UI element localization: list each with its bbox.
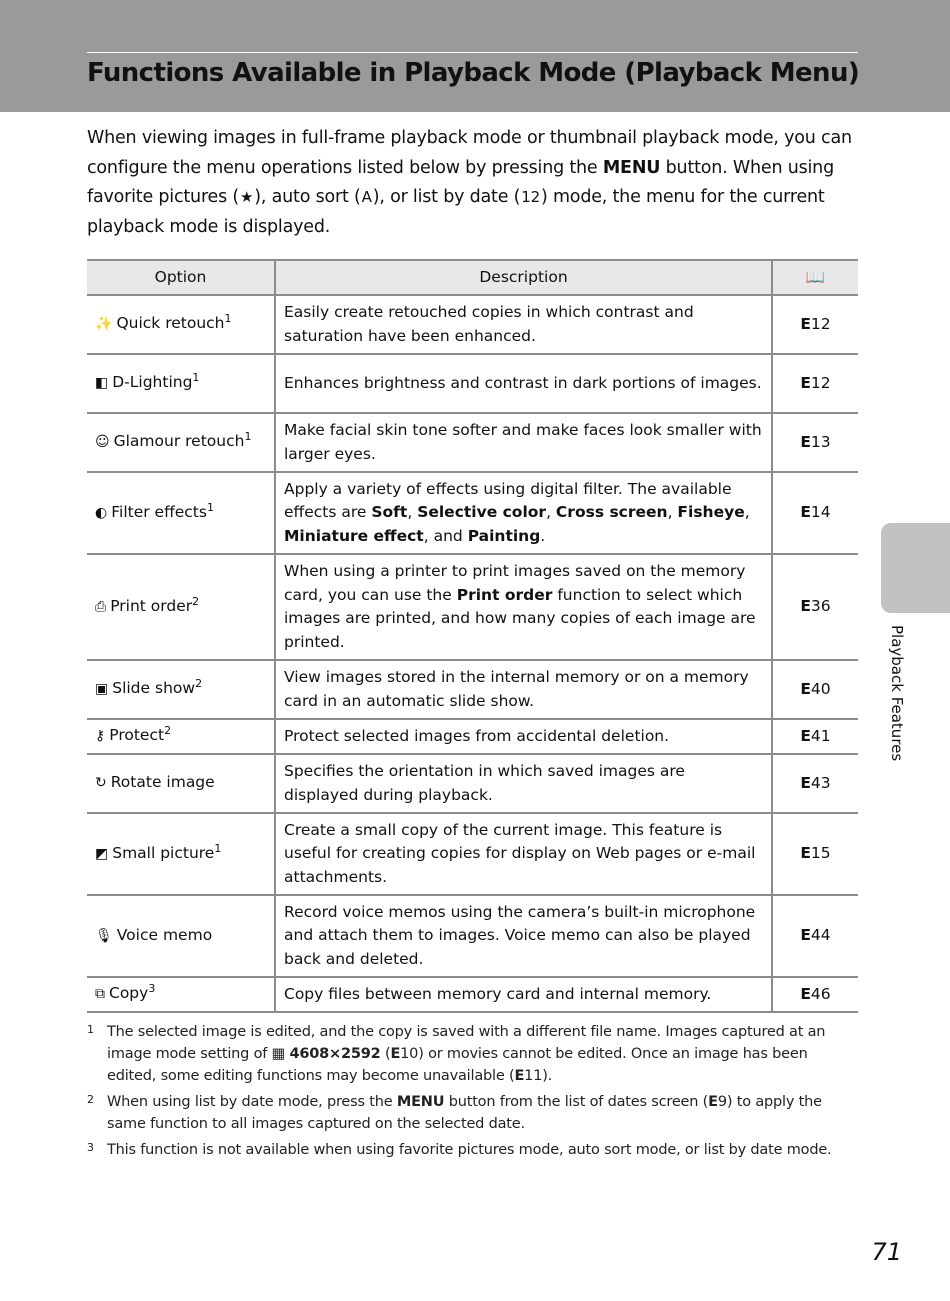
- description-text: Copy files between memory card and internal memory.: [284, 984, 712, 1003]
- page-reference-cell: [772, 295, 858, 354]
- description-cell: [275, 354, 772, 413]
- reference-section-icon: E: [800, 314, 811, 333]
- description-text: Protect selected images from accidental deletion.: [284, 726, 670, 745]
- table-row: [87, 413, 858, 472]
- footnote-text: 11).: [524, 1068, 553, 1084]
- description-cell: [275, 295, 772, 354]
- table-row: [87, 719, 858, 754]
- description-text: Apply a variety of effects using digital filter. The available effects are: [284, 479, 732, 522]
- book-reference-icon: 📖: [772, 260, 858, 295]
- description-text: function to select which images are printed, and how many copies of each image are printed.: [284, 585, 756, 651]
- print-order-icon: ⎙: [95, 598, 107, 615]
- option-cell: [87, 895, 275, 977]
- page-reference-cell: [772, 719, 858, 754]
- emphasis-term: Painting: [467, 526, 541, 545]
- option-cell: [87, 754, 275, 813]
- description-cell: [275, 413, 772, 472]
- table-row: [87, 813, 858, 895]
- emphasis-term: Print order: [456, 585, 553, 604]
- reference-page: 12: [810, 314, 831, 333]
- reference-section-icon: E: [800, 503, 811, 522]
- option-cell: [87, 472, 275, 554]
- footnote-ref: 1: [244, 430, 252, 444]
- d-lighting-icon: ◧: [95, 375, 109, 392]
- footnote-text: This function is not available when using favorite pictures mode, auto sort mode, or list by date mode.: [107, 1142, 832, 1158]
- description-text: ,: [744, 503, 750, 522]
- description-cell: [275, 895, 772, 977]
- footnote-text: MENU: [396, 1094, 445, 1110]
- glamour-retouch-icon: ☺: [95, 434, 110, 451]
- table-row: [87, 554, 858, 660]
- footnote-mark: 3: [87, 1141, 94, 1154]
- page-reference-cell: [772, 895, 858, 977]
- emphasis-term: Cross screen: [555, 503, 668, 522]
- description-text: Create a small copy of the current image. This feature is useful for creating copies for display on Web pages or e-mail attachments.: [284, 820, 756, 886]
- footnote-text: 10) or movies cannot be edited. Once an image has been edited, some editing functions may become unavailable (: [107, 1046, 808, 1084]
- reference-page: 46: [810, 984, 831, 1003]
- reference-page: 44: [810, 926, 831, 945]
- footnote-ref: 1: [214, 841, 222, 855]
- footnote-mark: 2: [87, 1093, 94, 1106]
- footnote: [87, 1021, 858, 1087]
- reference-section-icon: E: [800, 726, 811, 745]
- copy-icon: ⧉: [95, 986, 105, 1003]
- reference-section-icon: E: [800, 984, 811, 1003]
- page-title: Functions Available in Playback Mode (Playback Menu): [87, 58, 860, 88]
- description-text: Specifies the orientation in which saved images are displayed during playback.: [284, 762, 685, 804]
- footnote-text: E: [514, 1068, 525, 1084]
- description-cell: [275, 813, 772, 895]
- option-label: D-Lighting: [112, 373, 193, 392]
- description-text: When using a printer to print images saved on the memory card, you can use the: [284, 562, 746, 604]
- description-text: , and: [423, 526, 468, 545]
- option-label: Voice memo: [116, 925, 213, 944]
- description-text: ,: [546, 503, 556, 522]
- reference-page: 41: [810, 726, 831, 745]
- option-cell: [87, 977, 275, 1012]
- protect-icon: ⚷: [95, 728, 106, 745]
- auto-sort-icon: A: [361, 188, 372, 206]
- reference-section-icon: E: [800, 432, 811, 451]
- description-text: Easily create retouched copies in which contrast and saturation have been enhanced.: [284, 303, 694, 345]
- footnote-ref: 1: [224, 312, 232, 326]
- footnote-text: The selected image is edited, and the copy is saved with a different file name. Images captured at an image mode setting of: [107, 1024, 826, 1062]
- description-text: .: [540, 526, 546, 545]
- option-label: Quick retouch: [116, 314, 225, 333]
- option-label: Rotate image: [110, 773, 215, 792]
- filter-effects-icon: ◐: [95, 504, 108, 521]
- page-reference-cell: [772, 977, 858, 1012]
- reference-section-icon: E: [800, 679, 811, 698]
- description-cell: [275, 554, 772, 660]
- option-label: Glamour retouch: [113, 432, 245, 451]
- page-reference-cell: [772, 754, 858, 813]
- list-by-date-icon: 12: [521, 188, 540, 206]
- footnote-text: button from the list of dates screen (: [444, 1094, 709, 1110]
- footnote-mark: 1: [87, 1023, 94, 1036]
- footnote-text: (: [380, 1046, 391, 1062]
- table-row: [87, 295, 858, 354]
- reference-page: 14: [810, 503, 831, 522]
- option-label: Small picture: [112, 843, 215, 862]
- option-cell: [87, 719, 275, 754]
- favorites-icon: ★: [240, 188, 254, 206]
- side-tab: [881, 523, 950, 613]
- footnote-ref: 1: [192, 371, 200, 385]
- option-cell: [87, 295, 275, 354]
- reference-section-icon: E: [800, 773, 811, 792]
- table-header-row: [87, 260, 858, 295]
- option-cell: [87, 354, 275, 413]
- footnote-text: E: [390, 1046, 401, 1062]
- footnote-text: 9) to apply the same function to all images captured on the selected date.: [107, 1094, 822, 1132]
- footnotes: [87, 1021, 858, 1165]
- reference-page: 43: [810, 773, 831, 792]
- table-row: [87, 754, 858, 813]
- option-cell: [87, 660, 275, 719]
- reference-section-icon: E: [800, 373, 811, 392]
- intro-paragraph: When viewing images in full-frame playback mode or thumbnail playback mode, you can configure the menu operations listed below by pressing the MENU button. When using favorite pictures (★), auto sort (A), or list by date (12) mode, the menu for the current playback mode is displayed.: [87, 128, 852, 237]
- table-row: [87, 354, 858, 413]
- reference-page: 12: [810, 373, 831, 392]
- playback-menu-table: [87, 259, 858, 1013]
- emphasis-term: Fisheye: [677, 503, 745, 522]
- side-tab-label-box: [888, 625, 908, 775]
- quick-retouch-icon: ✨: [95, 316, 113, 333]
- reference-page: 15: [810, 844, 831, 863]
- table-row: [87, 660, 858, 719]
- option-cell: [87, 813, 275, 895]
- page-reference-cell: [772, 554, 858, 660]
- description-cell: [275, 719, 772, 754]
- page-reference-cell: [772, 472, 858, 554]
- option-label: Protect: [109, 726, 165, 745]
- menu-button-label: MENU: [602, 157, 661, 178]
- emphasis-term: Selective color: [417, 503, 547, 522]
- emphasis-term: Miniature effect: [284, 526, 424, 545]
- reference-page: 36: [810, 597, 831, 616]
- description-text: Record voice memos using the camera’s built-in microphone and attach them to images. Voice memo can also be played back and deleted.: [284, 902, 756, 968]
- slide-show-icon: ▣: [95, 681, 109, 698]
- emphasis-term: Soft: [371, 503, 408, 522]
- header-rule: [87, 52, 858, 53]
- voice-memo-icon: 🎙: [95, 927, 113, 944]
- rotate-image-icon: ↻: [95, 775, 107, 792]
- reference-page: 40: [810, 679, 831, 698]
- description-text: ,: [667, 503, 678, 522]
- page-number: 71: [871, 1238, 902, 1266]
- table-row: [87, 977, 858, 1012]
- option-cell: [87, 413, 275, 472]
- option-column-header: Option: [87, 260, 275, 295]
- description-text: View images stored in the internal memory or on a memory card in an automatic slide show.: [284, 668, 749, 710]
- small-picture-icon: ◩: [95, 845, 109, 862]
- description-cell: [275, 660, 772, 719]
- reference-section-icon: E: [800, 844, 811, 863]
- footnote-text: 4608×2592: [289, 1046, 381, 1062]
- description-column-header: Description: [275, 260, 772, 295]
- description-text: Enhances brightness and contrast in dark portions of images.: [284, 373, 762, 392]
- reference-section-icon: E: [800, 926, 811, 945]
- footnote-ref: 1: [206, 500, 214, 514]
- footnote-text: ▦: [271, 1046, 286, 1062]
- table-row: [87, 895, 858, 977]
- reference-page: 13: [810, 432, 831, 451]
- footnote-text: When using list by date mode, press the: [107, 1094, 397, 1110]
- page-reference-cell: [772, 813, 858, 895]
- footnote: [87, 1091, 858, 1135]
- header-bar: [0, 0, 950, 112]
- side-tab-label: Playback Features: [888, 625, 906, 762]
- footnote-ref: 2: [195, 677, 203, 691]
- option-cell: [87, 554, 275, 660]
- footnote: [87, 1139, 858, 1161]
- footnote-text: E: [708, 1094, 718, 1110]
- description-text: Make facial skin tone softer and make faces look smaller with larger eyes.: [284, 421, 762, 463]
- footnote-ref: 3: [148, 982, 156, 996]
- reference-section-icon: E: [800, 597, 811, 616]
- footnote-ref: 2: [164, 724, 172, 738]
- option-label: Print order: [110, 596, 193, 615]
- page-reference-cell: [772, 354, 858, 413]
- option-label: Slide show: [112, 679, 196, 698]
- footnote-ref: 2: [192, 594, 200, 608]
- description-cell: [275, 754, 772, 813]
- description-cell: [275, 472, 772, 554]
- table-row: [87, 472, 858, 554]
- description-cell: [275, 977, 772, 1012]
- option-label: Filter effects: [111, 502, 207, 521]
- description-text: ,: [407, 503, 418, 522]
- option-label: Copy: [109, 984, 149, 1003]
- page-reference-cell: [772, 660, 858, 719]
- page-reference-cell: [772, 413, 858, 472]
